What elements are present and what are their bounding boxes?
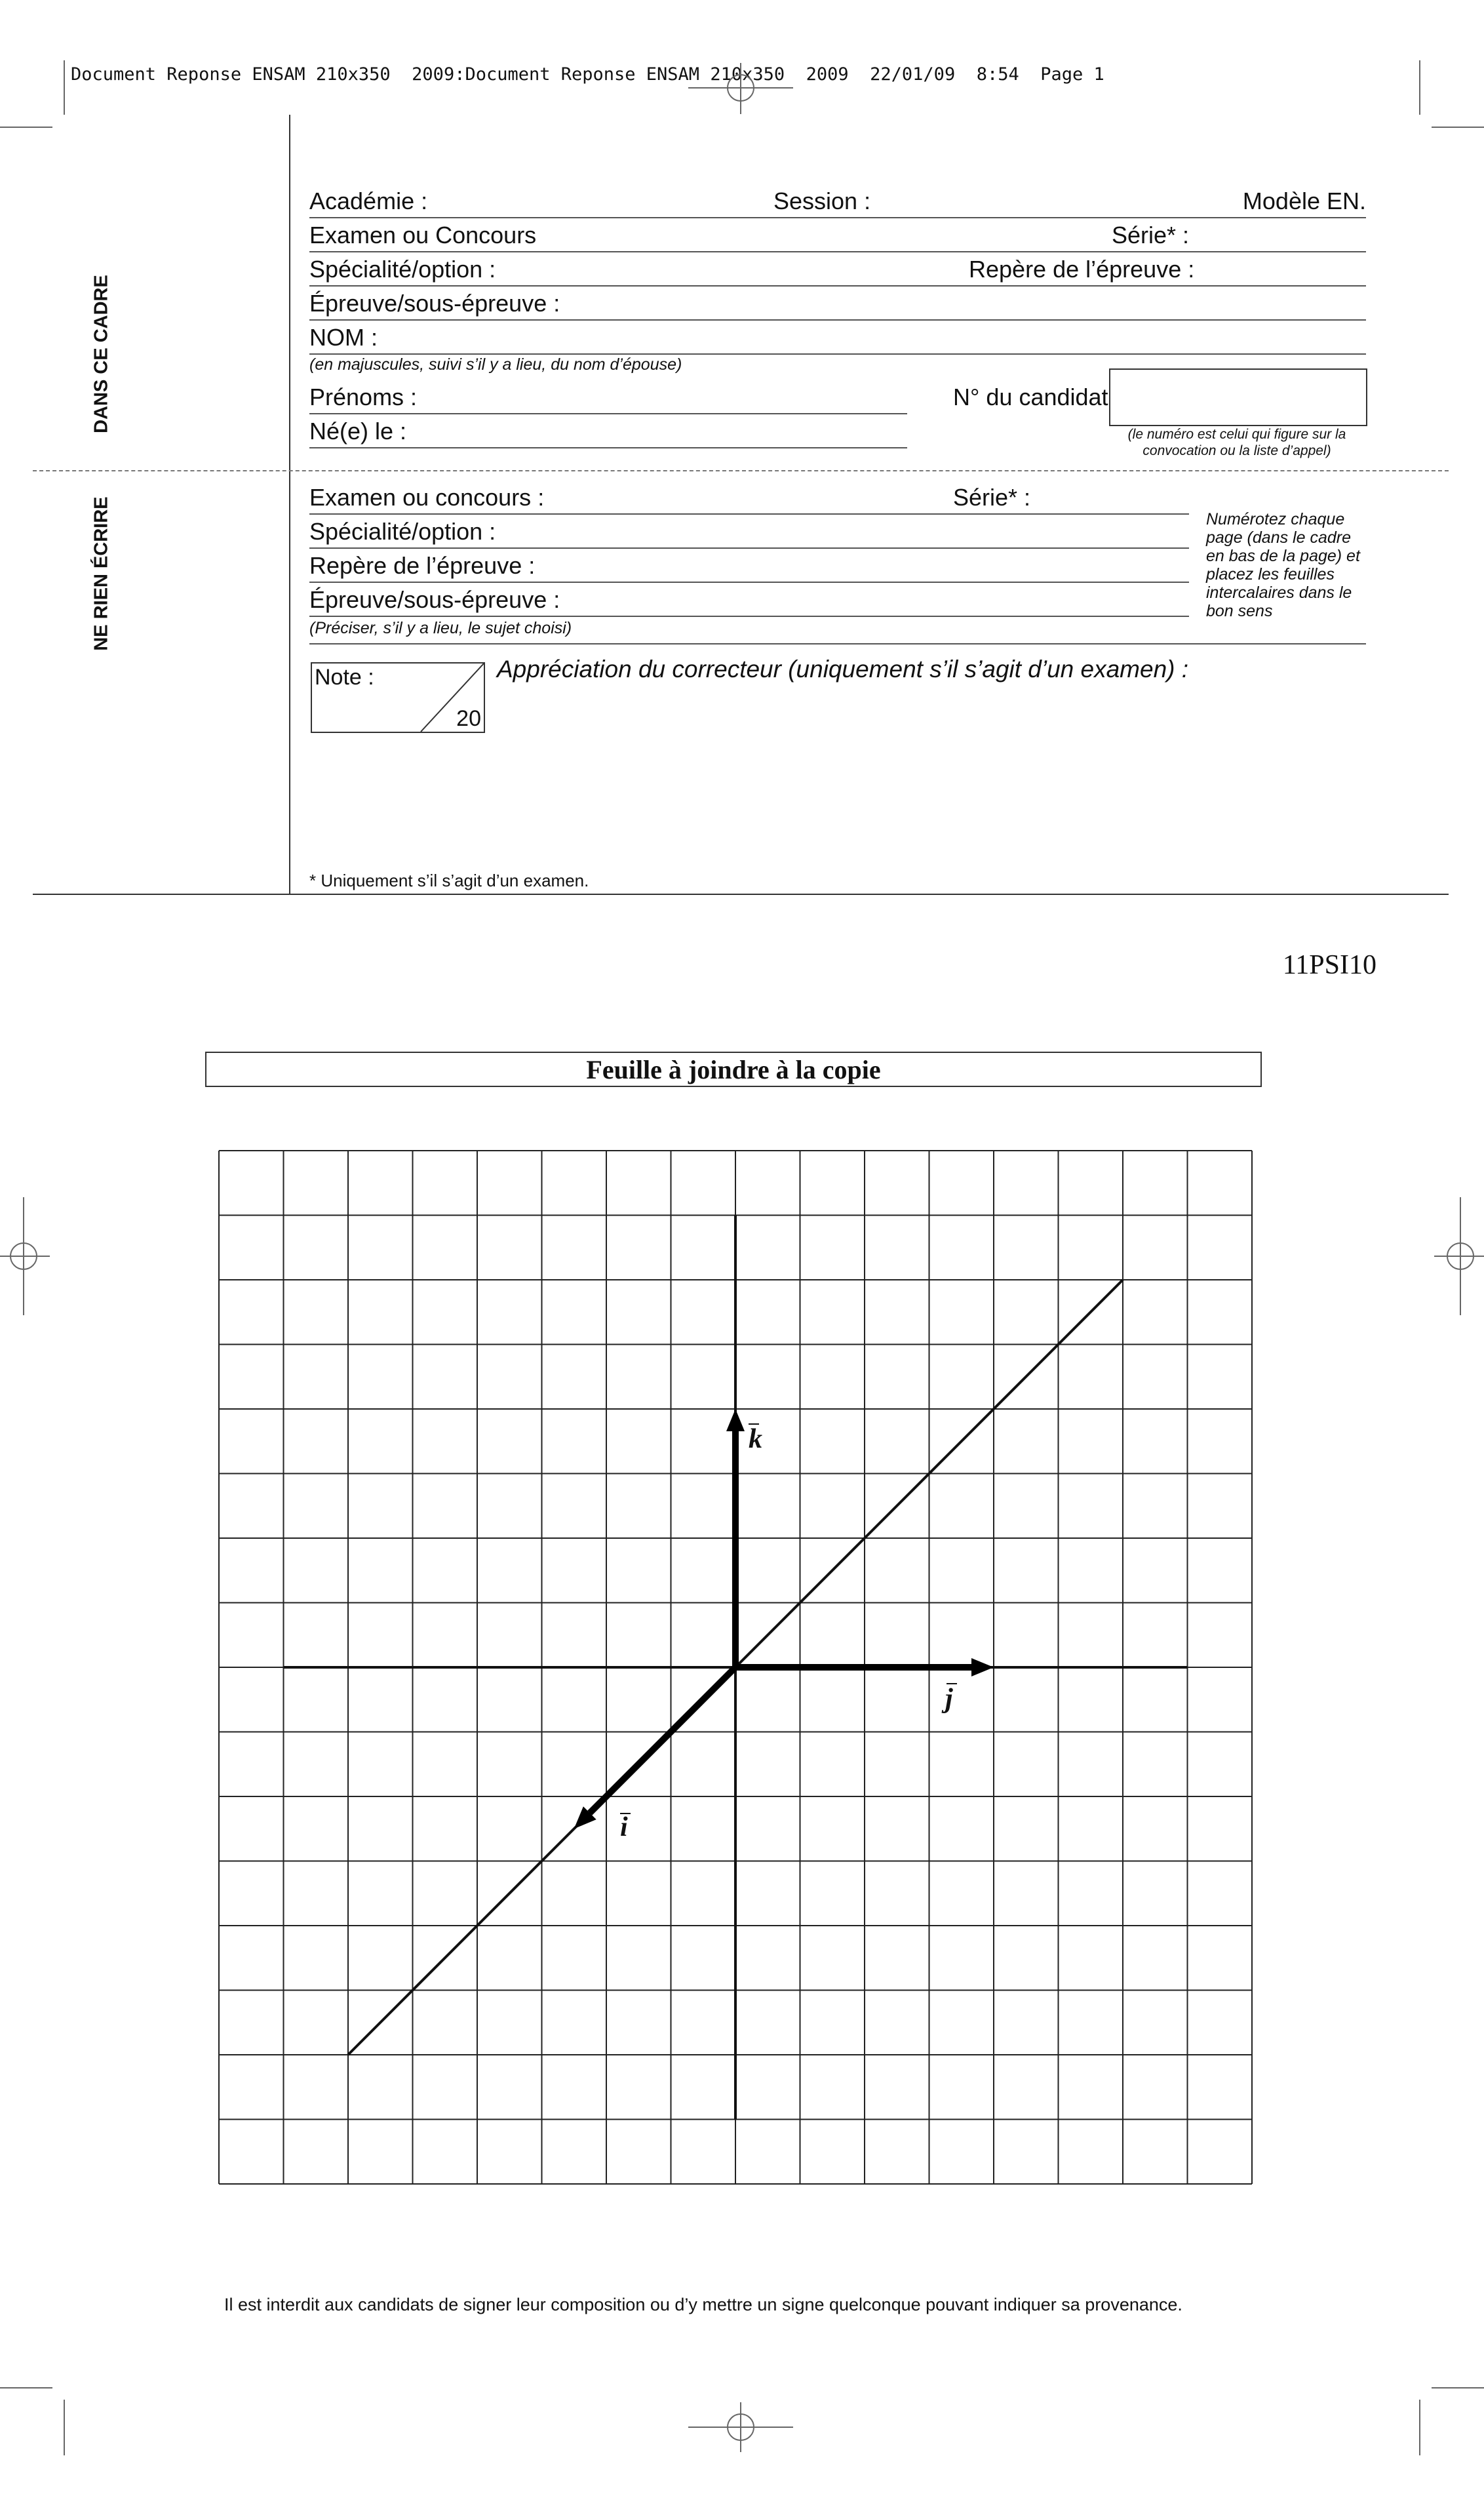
numerotez-line-2: page (dans le cadre (1206, 528, 1351, 547)
candidat-label: N° du candidat (953, 384, 1108, 410)
examen2-label: Examen ou concours : (309, 484, 545, 511)
vector-i-label: i (620, 1812, 628, 1842)
figure-geometry (284, 1216, 1188, 2120)
vector-j-arrowhead (971, 1658, 994, 1676)
numerotez-line-3: en bas de la page) et (1206, 547, 1360, 565)
ne-le-label: Né(e) le : (309, 418, 407, 445)
specialite2-label: Spécialité/option : (309, 518, 496, 545)
candidat-hint-2: convocation ou la liste d’appel) (1142, 443, 1331, 458)
sheet-title: Feuille à joindre à la copie (586, 1054, 881, 1084)
epreuve-label: Épreuve/sous-épreuve : (309, 290, 560, 317)
epreuve2-label: Épreuve/sous-épreuve : (309, 586, 560, 613)
vector-k-arrowhead (726, 1409, 745, 1431)
candidat-hint-1: (le numéro est celui qui figure sur la (1127, 427, 1346, 442)
repere-label: Repère de l’épreuve : (969, 256, 1195, 283)
side-label-top: DANS CE CADRE (90, 275, 112, 433)
prenoms-label: Prénoms : (309, 384, 418, 410)
subject-code: 11PSI10 (1282, 950, 1377, 980)
side-label-bottom: NE RIEN ÉCRIRE (90, 496, 112, 651)
appreciation-label: Appréciation du correcteur (uniquement s’il s’agit d’un examen) : (497, 656, 1189, 683)
note-label: Note : (315, 665, 374, 690)
print-header: Document Reponse ENSAM 210x350 2009:Document Reponse ENSAM 210x350 2009 22/01/09 8:54 Page 1 (71, 64, 1104, 85)
numerotez-line-4: placez les feuilles (1206, 565, 1335, 584)
examen-label: Examen ou Concours (309, 222, 537, 248)
vector-k-label: k (749, 1424, 762, 1454)
epreuve2-hint: (Préciser, s’il y a lieu, le sujet choisi) (309, 619, 572, 637)
note-max: 20 (456, 706, 481, 731)
numerotez-line-6: bon sens (1206, 602, 1273, 620)
footnote: * Uniquement s’il s’agit d’un examen. (309, 871, 589, 890)
numerotez-line-1: Numérotez chaque (1206, 510, 1345, 528)
vector-j-label: j (945, 1684, 953, 1714)
specialite-label: Spécialité/option : (309, 256, 496, 283)
nom-hint: (en majuscules, suivi s’il y a lieu, du nom d’épouse) (309, 355, 682, 374)
crop-marks (0, 60, 1484, 2455)
session-label: Session : (773, 188, 871, 214)
vector-i-shaft (590, 1667, 735, 1813)
nom-label: NOM : (309, 324, 378, 351)
numerotez-line-5: intercalaires dans le (1206, 584, 1352, 602)
footer-notice: Il est interdit aux candidats de signer leur composition ou d’y mettre un signe quelconque pouvant indiquer sa provenance. (224, 2295, 1182, 2314)
serie2-label: Série* : (953, 484, 1031, 511)
modele-label: Modèle EN. (1242, 188, 1366, 214)
serie-label: Série* : (1112, 222, 1190, 248)
repere2-label: Repère de l’épreuve : (309, 552, 536, 579)
academie-label: Académie : (309, 188, 428, 214)
